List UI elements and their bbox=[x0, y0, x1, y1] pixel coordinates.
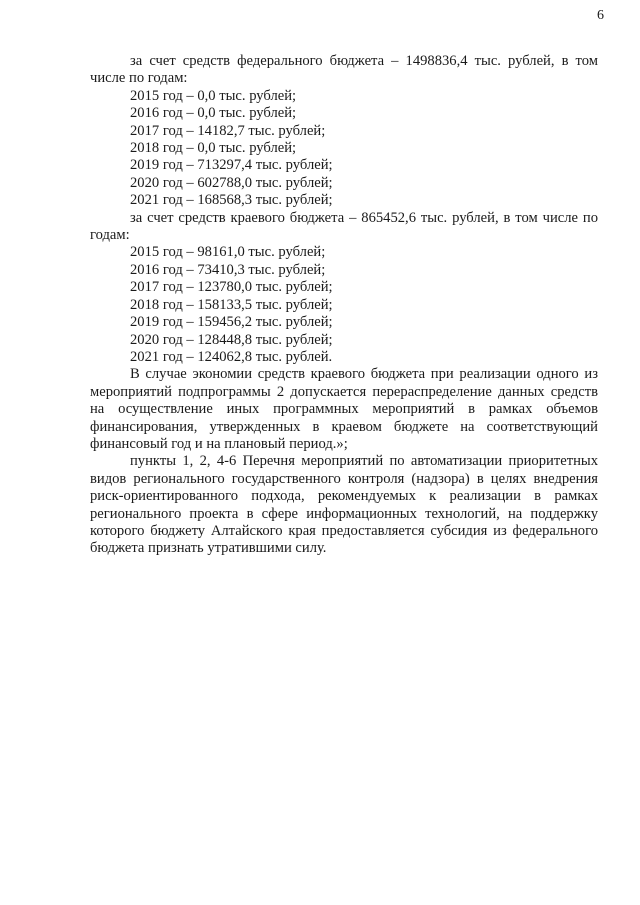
page-number: 6 bbox=[597, 8, 604, 23]
federal-year-2018: 2018 год – 0,0 тыс. рублей; bbox=[130, 140, 297, 157]
regional-year-2018: 2018 год – 158133,5 тыс. рублей; bbox=[130, 296, 333, 313]
regional-year-2019: 2019 год – 159456,2 тыс. рублей; bbox=[130, 314, 333, 331]
federal-year-2017: 2017 год – 14182,7 тыс. рублей; bbox=[130, 122, 326, 139]
federal-year-2020: 2020 год – 602788,0 тыс. рублей; bbox=[130, 174, 333, 191]
regional-year-2017: 2017 год – 123780,0 тыс. рублей; bbox=[130, 279, 333, 296]
document-body bbox=[90, 53, 598, 558]
federal-budget-intro: за счет средств федерального бюджета – 1498836,4 тыс. рублей, в том числе по годам: bbox=[90, 53, 598, 87]
regional-year-2021: 2021 год – 124062,8 тыс. рублей. bbox=[130, 348, 333, 365]
federal-year-2015: 2015 год – 0,0 тыс. рублей; bbox=[130, 87, 297, 104]
federal-year-2021: 2021 год – 168568,3 тыс. рублей; bbox=[130, 192, 333, 209]
points-paragraph: пункты 1, 2, 4-6 Перечня мероприятий по автоматизации приоритетных видов регионального государственного контроля (надзора) в целях внедрения риск-ориентированного подхода, рекомендуемых к реализации в рамках регионального проекта в сфере информационных технологий, на поддержку которого бюджету Алтайского края предоставляется субсидия из федерального бюджета признать утратившими силу. bbox=[90, 453, 598, 557]
federal-year-2016: 2016 год – 0,0 тыс. рублей; bbox=[130, 105, 297, 122]
economy-paragraph: В случае экономии средств краевого бюджета при реализации одного из мероприятий подпрограммы 2 допускается перераспределение данных средств на осуществление иных программных мероприятий в рамках объемов финансирования, утвержденных в краевом бюджете на соответствующий финансовый год и на плановый период.»; bbox=[90, 366, 598, 452]
regional-years-list bbox=[90, 244, 598, 366]
federal-years-list bbox=[90, 88, 598, 210]
regional-year-2020: 2020 год – 128448,8 тыс. рублей; bbox=[130, 331, 333, 348]
regional-budget-intro: за счет средств краевого бюджета – 865452,6 тыс. рублей, в том числе по годам: bbox=[90, 209, 598, 244]
regional-year-2015: 2015 год – 98161,0 тыс. рублей; bbox=[130, 244, 326, 261]
regional-year-2016: 2016 год – 73410,3 тыс. рублей; bbox=[130, 261, 326, 278]
federal-year-2019: 2019 год – 713297,4 тыс. рублей; bbox=[130, 157, 333, 174]
